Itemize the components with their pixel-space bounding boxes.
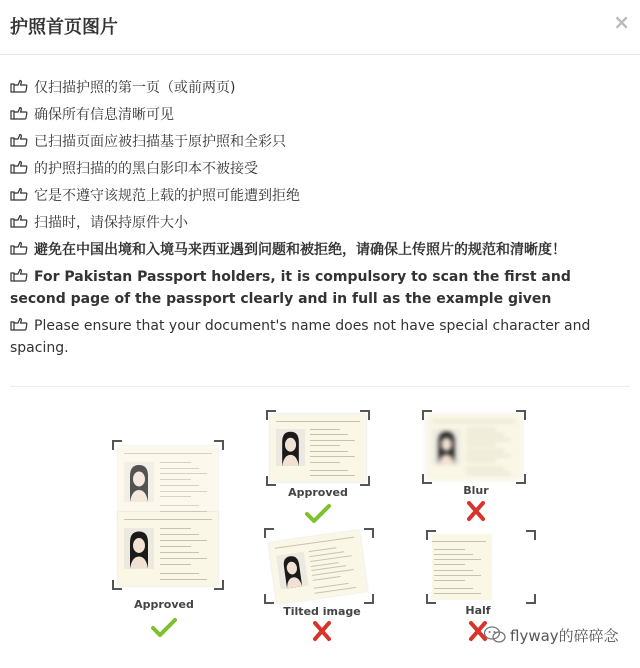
- rule-item: [10, 315, 630, 359]
- pointing-hand-icon: [10, 79, 28, 93]
- rule-text: Please ensure that your document's name does not have special character and spacing.: [10, 318, 591, 356]
- passport-text-line: [466, 468, 504, 469]
- dialog-header: [0, 0, 640, 55]
- portrait-icon: [276, 429, 305, 466]
- passport-page: [392, 534, 492, 600]
- passport-text-line: [160, 573, 199, 574]
- rule-text: 仅扫描护照的第一页（或前两页): [34, 80, 236, 96]
- rule-text: 的护照扫描的的黑白影印本不被接受: [34, 161, 258, 177]
- watermark-text: flyway的碎碎念: [510, 627, 619, 645]
- passport-text-line: [160, 558, 207, 559]
- passport-page: [268, 530, 368, 604]
- pointing-hand-icon: [10, 317, 28, 331]
- pointing-hand-icon: [10, 106, 28, 120]
- frame-corner: [112, 440, 122, 450]
- rule-item: [10, 77, 630, 99]
- passport-text-line: [434, 564, 465, 565]
- pointing-hand-icon: [10, 160, 28, 174]
- frame-corner: [516, 474, 526, 484]
- rule-item: [10, 212, 630, 234]
- frame-corner: [426, 594, 436, 604]
- passport-text-line: [160, 579, 207, 580]
- rule-text: 它是不遵守该规范上载的护照可能遭到拒绝: [34, 188, 300, 204]
- passport-photo: [276, 552, 308, 590]
- passport-text-line: [434, 593, 481, 594]
- passport-text-line: [466, 450, 504, 451]
- passport-text-line: [315, 587, 357, 594]
- passport-text-line: [124, 453, 212, 454]
- passport-text-line: [160, 546, 191, 547]
- frame-corner: [526, 530, 536, 540]
- passport-text-line: [432, 421, 516, 422]
- passport-text-line: [160, 552, 199, 553]
- rule-item: [10, 158, 630, 180]
- passport-text-line: [160, 473, 207, 474]
- frame-corner: [426, 530, 436, 540]
- check-icon: [304, 502, 332, 524]
- passport-photo: [124, 462, 154, 502]
- frame-corner: [264, 528, 274, 538]
- frame-corner: [264, 594, 274, 604]
- rule-text: 确保所有信息清晰可见: [34, 107, 174, 123]
- check-icon: [150, 616, 178, 638]
- frame-corner: [360, 410, 370, 420]
- passport-page: [270, 414, 366, 482]
- passport-text-line: [313, 576, 341, 581]
- watermark: [484, 625, 619, 646]
- frame-corner: [266, 476, 276, 486]
- frame-corner: [526, 594, 536, 604]
- passport-text-line: [160, 540, 207, 541]
- passport-photo: [124, 528, 154, 569]
- passport-text-line: [466, 434, 504, 435]
- pointing-hand-icon: [10, 241, 28, 255]
- portrait-icon: [124, 528, 154, 569]
- passport-page: [118, 512, 218, 586]
- passport-page: [118, 446, 218, 518]
- frame-corner: [516, 410, 526, 420]
- portrait-icon: [124, 462, 154, 502]
- passport-text-line: [310, 445, 340, 446]
- rule-item: [10, 131, 630, 153]
- passport-text-line: [160, 462, 191, 463]
- passport-text-line: [310, 470, 348, 471]
- passport-text-line: [466, 460, 496, 461]
- passport-text-line: [310, 456, 355, 457]
- passport-text-line: [434, 588, 473, 589]
- pointing-hand-icon: [10, 187, 28, 201]
- passport-text-line: [466, 439, 511, 440]
- passport-text-line: [466, 473, 511, 474]
- passport-text-line: [466, 429, 496, 430]
- rule-item: [10, 239, 630, 261]
- passport-text-line: [310, 555, 352, 562]
- passport-text-line: [309, 547, 337, 552]
- rules-list: [10, 77, 630, 364]
- example-caption: Tilted image: [283, 605, 361, 618]
- passport-text-line: [160, 485, 199, 486]
- rule-text: 扫描时，请保持原件大小: [34, 215, 188, 231]
- passport-text-line: [160, 468, 199, 469]
- divider: [10, 386, 630, 387]
- passport-text-line: [310, 434, 348, 435]
- rule-item: [10, 185, 630, 207]
- passport-text-line: [160, 534, 199, 535]
- frame-corner: [422, 474, 432, 484]
- rule-text: For Pakistan Passport holders, it is compulsory to scan the first and second page of the passport clearly and in full as the example given: [10, 269, 571, 307]
- pointing-hand-icon: [10, 214, 28, 228]
- frame-corner: [266, 410, 276, 420]
- pointing-hand-icon: [10, 268, 28, 282]
- passport-text-line: [466, 444, 496, 445]
- frame-corner: [422, 410, 432, 420]
- passport-text-line: [276, 421, 360, 422]
- frame-corner: [112, 580, 122, 590]
- pointing-hand-icon: [10, 133, 28, 147]
- passport-text-line: [310, 475, 355, 476]
- passport-text-line: [434, 570, 473, 571]
- passport-text-line: [160, 496, 191, 497]
- close-icon[interactable]: ×: [613, 10, 630, 34]
- portrait-icon: [398, 549, 428, 585]
- passport-text-line: [310, 440, 355, 441]
- passport-text-line: [312, 569, 354, 576]
- frame-corner: [364, 594, 374, 604]
- passport-text-line: [434, 575, 481, 576]
- wechat-logo-icon: [484, 626, 506, 644]
- portrait-icon: [276, 552, 308, 590]
- passport-text-line: [160, 505, 199, 506]
- example-caption: Blur: [463, 484, 489, 497]
- rule-item: [10, 266, 630, 310]
- frame-corner: [364, 528, 374, 538]
- passport-text-line: [310, 451, 348, 452]
- passport-text-line: [310, 429, 340, 430]
- passport-text-line: [434, 559, 481, 560]
- frame-corner: [214, 580, 224, 590]
- passport-page: [426, 414, 522, 480]
- passport-text-line: [310, 462, 340, 463]
- passport-photo: [276, 429, 305, 466]
- passport-text-line: [466, 455, 511, 456]
- rule-text: 已扫描页面应被扫描基于原护照和全彩只: [34, 134, 286, 150]
- rule-text: 避免在中国出境和入境马来西亚遇到问题和被拒绝，请确保上传照片的规范和清晰度！: [34, 242, 566, 258]
- passport-text-line: [160, 528, 191, 529]
- cross-icon: [308, 620, 336, 642]
- dialog-title: 护照首页图片: [10, 17, 118, 38]
- frame-corner: [360, 476, 370, 486]
- example-caption: Approved: [288, 486, 348, 499]
- passport-text-line: [160, 491, 207, 492]
- example-caption: Half: [465, 604, 491, 617]
- rule-item: [10, 104, 630, 126]
- example-caption: Approved: [134, 598, 194, 611]
- cross-icon: [462, 500, 490, 522]
- frame-corner: [214, 440, 224, 450]
- passport-text-line: [160, 479, 191, 480]
- passport-text-line: [434, 580, 465, 581]
- passport-photo: [398, 549, 428, 585]
- passport-text-line: [160, 564, 191, 565]
- passport-text-line: [124, 519, 212, 520]
- passport-text-line: [275, 537, 354, 549]
- passport-text-line: [398, 541, 486, 542]
- passport-text-line: [434, 554, 473, 555]
- passport-text-line: [434, 549, 465, 550]
- passport-photo: [432, 429, 461, 465]
- portrait-icon: [432, 429, 461, 465]
